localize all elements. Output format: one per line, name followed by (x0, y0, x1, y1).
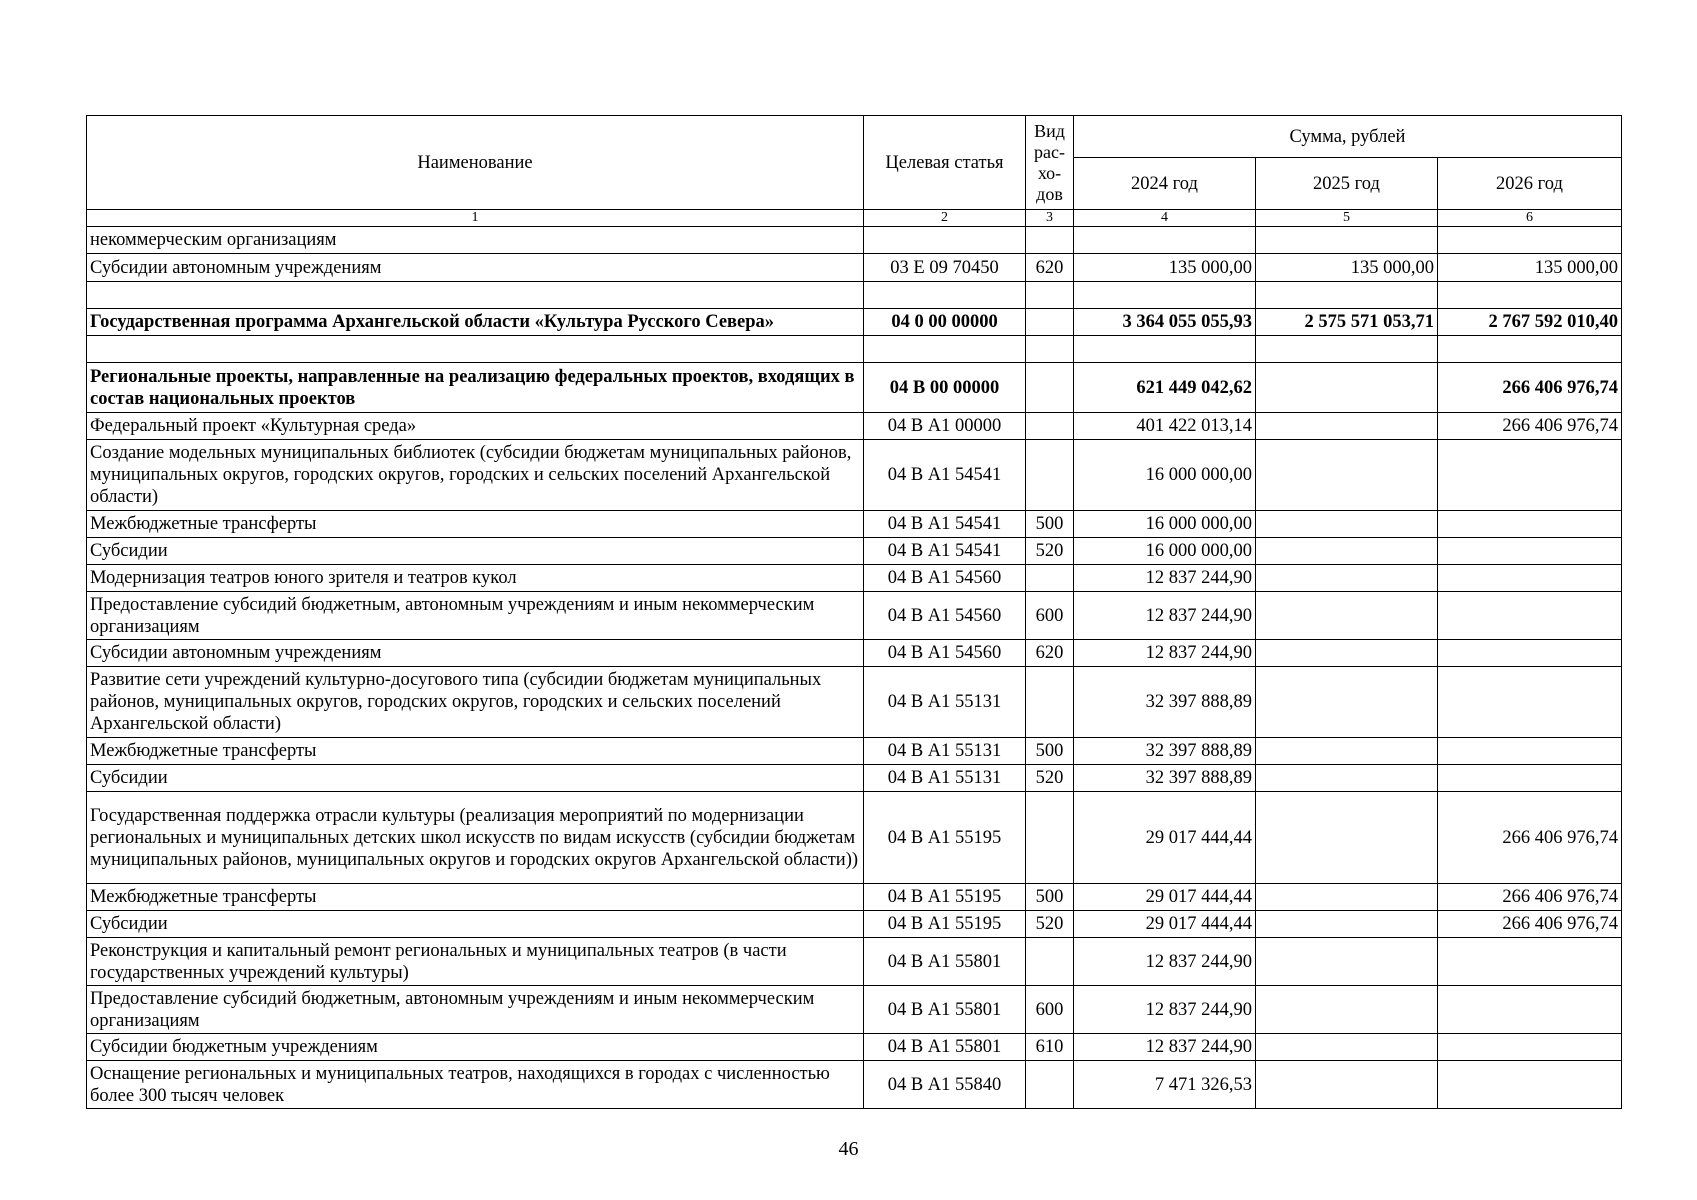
row-amount-2024: 12 837 244,90 (1074, 938, 1256, 986)
row-type (1026, 336, 1074, 363)
row-type: 520 (1026, 911, 1074, 938)
table-row (87, 254, 1622, 282)
table-row (87, 282, 1622, 309)
row-type (1026, 1061, 1074, 1109)
row-amount-2025 (1256, 884, 1438, 911)
table-row (87, 640, 1622, 667)
header-year-2026: 2026 год (1438, 158, 1622, 210)
table-row (87, 538, 1622, 565)
row-amount-2024: 29 017 444,44 (1074, 792, 1256, 884)
row-name: Модернизация театров юного зрителя и театров кукол (87, 565, 864, 592)
row-code (864, 336, 1026, 363)
row-type (1026, 309, 1074, 336)
row-amount-2026: 266 406 976,74 (1438, 911, 1622, 938)
row-type (1026, 938, 1074, 986)
row-amount-2025 (1256, 363, 1438, 413)
row-code: 04 В 00 00000 (864, 363, 1026, 413)
header-year-2025: 2025 год (1256, 158, 1438, 210)
row-type: 600 (1026, 592, 1074, 640)
row-name: Межбюджетные трансферты (87, 511, 864, 538)
table-row (87, 938, 1622, 986)
header-name: Наименование (87, 116, 864, 210)
row-amount-2026 (1438, 986, 1622, 1034)
table-row (87, 227, 1622, 254)
row-amount-2024: 12 837 244,90 (1074, 986, 1256, 1034)
row-amount-2025 (1256, 282, 1438, 309)
row-amount-2025 (1256, 511, 1438, 538)
row-amount-2024: 135 000,00 (1074, 254, 1256, 282)
row-amount-2025 (1256, 938, 1438, 986)
table-header (87, 116, 1622, 227)
header-type-line: хо- (1037, 162, 1062, 183)
row-amount-2026 (1438, 336, 1622, 363)
column-number: 1 (87, 210, 864, 227)
row-name: Предоставление субсидий бюджетным, автономным учреждениям и иным некоммерческим организациям (87, 986, 864, 1034)
row-amount-2024: 32 397 888,89 (1074, 738, 1256, 765)
row-amount-2024: 401 422 013,14 (1074, 413, 1256, 440)
row-amount-2025 (1256, 592, 1438, 640)
header-type-line: рас- (1034, 141, 1065, 162)
row-amount-2025 (1256, 765, 1438, 792)
row-amount-2026 (1438, 565, 1622, 592)
row-amount-2026: 135 000,00 (1438, 254, 1622, 282)
header-type-line: Вид (1034, 120, 1065, 141)
table-row (87, 738, 1622, 765)
row-code: 04 В А1 55801 (864, 1034, 1026, 1061)
column-number: 6 (1438, 210, 1622, 227)
row-amount-2024: 12 837 244,90 (1074, 592, 1256, 640)
row-name: Субсидии (87, 538, 864, 565)
table-row (87, 884, 1622, 911)
row-amount-2024: 16 000 000,00 (1074, 511, 1256, 538)
row-amount-2025 (1256, 667, 1438, 738)
row-amount-2026: 266 406 976,74 (1438, 413, 1622, 440)
table-row (87, 336, 1622, 363)
row-amount-2024: 12 837 244,90 (1074, 565, 1256, 592)
row-amount-2026 (1438, 1061, 1622, 1109)
row-name (87, 282, 864, 309)
row-amount-2024: 32 397 888,89 (1074, 765, 1256, 792)
table-row (87, 309, 1622, 336)
row-amount-2026: 2 767 592 010,40 (1438, 309, 1622, 336)
table-row (87, 413, 1622, 440)
row-name: некоммерческим организациям (87, 227, 864, 254)
row-type: 520 (1026, 765, 1074, 792)
row-code: 04 В А1 55131 (864, 765, 1026, 792)
row-code: 04 В А1 55195 (864, 911, 1026, 938)
row-amount-2024 (1074, 282, 1256, 309)
row-name: Субсидии бюджетным учреждениям (87, 1034, 864, 1061)
row-type: 600 (1026, 986, 1074, 1034)
row-code: 04 В А1 55131 (864, 738, 1026, 765)
row-amount-2024: 16 000 000,00 (1074, 538, 1256, 565)
table-row (87, 511, 1622, 538)
row-amount-2026 (1438, 738, 1622, 765)
row-amount-2025 (1256, 413, 1438, 440)
row-type: 620 (1026, 254, 1074, 282)
row-name: Реконструкция и капитальный ремонт региональных и муниципальных театров (в части государственных учреждений культуры) (87, 938, 864, 986)
row-amount-2024: 12 837 244,90 (1074, 640, 1256, 667)
row-amount-2024: 3 364 055 055,93 (1074, 309, 1256, 336)
row-code: 04 В А1 55195 (864, 792, 1026, 884)
row-amount-2026: 266 406 976,74 (1438, 363, 1622, 413)
table-row (87, 1061, 1622, 1109)
table-row (87, 986, 1622, 1034)
row-amount-2025 (1256, 738, 1438, 765)
row-type (1026, 565, 1074, 592)
row-code: 04 В А1 55801 (864, 938, 1026, 986)
row-amount-2026 (1438, 667, 1622, 738)
row-amount-2025 (1256, 792, 1438, 884)
row-name: Субсидии автономным учреждениям (87, 254, 864, 282)
row-name: Государственная поддержка отрасли культуры (реализация мероприятий по модернизации региональных и муниципальных детских школ искусств по видам искусств (субсидии бюджетам муниципальных районов, муниципальных округов и городских округов Архангельской области)) (87, 792, 864, 884)
row-amount-2024: 7 471 326,53 (1074, 1061, 1256, 1109)
row-amount-2025: 2 575 571 053,71 (1256, 309, 1438, 336)
row-amount-2026 (1438, 227, 1622, 254)
table-row (87, 565, 1622, 592)
row-code: 03 Е 09 70450 (864, 254, 1026, 282)
row-type: 500 (1026, 884, 1074, 911)
header-sum: Сумма, рублей (1074, 116, 1622, 158)
row-amount-2026 (1438, 640, 1622, 667)
row-amount-2026 (1438, 282, 1622, 309)
row-amount-2025 (1256, 227, 1438, 254)
row-code: 04 В А1 54541 (864, 511, 1026, 538)
header-type (1026, 116, 1074, 210)
header-year-2024: 2024 год (1074, 158, 1256, 210)
column-number: 3 (1026, 210, 1074, 227)
row-type: 620 (1026, 640, 1074, 667)
row-name: Субсидии (87, 911, 864, 938)
row-type: 610 (1026, 1034, 1074, 1061)
row-name: Развитие сети учреждений культурно-досугового типа (субсидии бюджетам муниципальных районов, муниципальных округов, городских округов, городских и сельских поселений Архангельской области) (87, 667, 864, 738)
row-code: 04 В А1 55131 (864, 667, 1026, 738)
row-amount-2025 (1256, 538, 1438, 565)
row-amount-2026 (1438, 592, 1622, 640)
table-row (87, 592, 1622, 640)
row-name: Федеральный проект «Культурная среда» (87, 413, 864, 440)
row-amount-2025 (1256, 1061, 1438, 1109)
row-type: 520 (1026, 538, 1074, 565)
row-amount-2026 (1438, 1034, 1622, 1061)
row-code: 04 В А1 54541 (864, 440, 1026, 511)
row-code: 04 В А1 55840 (864, 1061, 1026, 1109)
row-amount-2024 (1074, 336, 1256, 363)
row-amount-2025 (1256, 640, 1438, 667)
table-row (87, 911, 1622, 938)
column-number-row (87, 210, 1622, 227)
row-code: 04 В А1 54560 (864, 565, 1026, 592)
row-amount-2024: 16 000 000,00 (1074, 440, 1256, 511)
header-type-line: дов (1036, 183, 1063, 204)
row-amount-2026: 266 406 976,74 (1438, 884, 1622, 911)
row-name: Оснащение региональных и муниципальных театров, находящихся в городах с численностью более 300 тысяч человек (87, 1061, 864, 1109)
table-row (87, 792, 1622, 884)
row-amount-2024: 32 397 888,89 (1074, 667, 1256, 738)
row-amount-2025: 135 000,00 (1256, 254, 1438, 282)
row-amount-2025 (1256, 986, 1438, 1034)
row-amount-2024: 29 017 444,44 (1074, 884, 1256, 911)
header-code: Целевая статья (864, 116, 1026, 210)
row-amount-2026 (1438, 938, 1622, 986)
row-code: 04 В А1 55195 (864, 884, 1026, 911)
row-type (1026, 667, 1074, 738)
row-name (87, 336, 864, 363)
row-type: 500 (1026, 511, 1074, 538)
row-type (1026, 792, 1074, 884)
row-name: Региональные проекты, направленные на реализацию федеральных проектов, входящих в состав национальных проектов (87, 363, 864, 413)
row-code: 04 В А1 54541 (864, 538, 1026, 565)
row-amount-2025 (1256, 1034, 1438, 1061)
row-name: Межбюджетные трансферты (87, 884, 864, 911)
row-name: Государственная программа Архангельской области «Культура Русского Севера» (87, 309, 864, 336)
table-body (87, 227, 1622, 1109)
row-name: Субсидии (87, 765, 864, 792)
row-amount-2024: 29 017 444,44 (1074, 911, 1256, 938)
row-amount-2024 (1074, 227, 1256, 254)
row-amount-2025 (1256, 336, 1438, 363)
row-code: 04 В А1 54560 (864, 640, 1026, 667)
budget-table (86, 115, 1622, 1109)
table-row (87, 440, 1622, 511)
row-amount-2026: 266 406 976,74 (1438, 792, 1622, 884)
row-type (1026, 282, 1074, 309)
row-type (1026, 440, 1074, 511)
row-code: 04 В А1 00000 (864, 413, 1026, 440)
row-code: 04 В А1 54560 (864, 592, 1026, 640)
row-name: Межбюджетные трансферты (87, 738, 864, 765)
row-amount-2026 (1438, 440, 1622, 511)
column-number: 5 (1256, 210, 1438, 227)
table-row (87, 667, 1622, 738)
page-number: 46 (838, 1138, 859, 1160)
column-number: 4 (1074, 210, 1256, 227)
row-type: 500 (1026, 738, 1074, 765)
row-code: 04 В А1 55801 (864, 986, 1026, 1034)
row-name: Создание модельных муниципальных библиотек (субсидии бюджетам муниципальных районов, муниципальных округов, городских округов, городских и сельских поселений Архангельской области) (87, 440, 864, 511)
row-code: 04 0 00 00000 (864, 309, 1026, 336)
table-row (87, 363, 1622, 413)
table-row (87, 765, 1622, 792)
column-number: 2 (864, 210, 1026, 227)
row-amount-2025 (1256, 440, 1438, 511)
row-code (864, 227, 1026, 254)
row-amount-2024: 12 837 244,90 (1074, 1034, 1256, 1061)
table-row (87, 1034, 1622, 1061)
row-code (864, 282, 1026, 309)
row-amount-2026 (1438, 511, 1622, 538)
row-amount-2025 (1256, 911, 1438, 938)
row-type (1026, 363, 1074, 413)
row-name: Субсидии автономным учреждениям (87, 640, 864, 667)
row-type (1026, 227, 1074, 254)
row-amount-2024: 621 449 042,62 (1074, 363, 1256, 413)
row-type (1026, 413, 1074, 440)
row-amount-2026 (1438, 765, 1622, 792)
row-amount-2026 (1438, 538, 1622, 565)
row-name: Предоставление субсидий бюджетным, автономным учреждениям и иным некоммерческим организациям (87, 592, 864, 640)
row-amount-2025 (1256, 565, 1438, 592)
